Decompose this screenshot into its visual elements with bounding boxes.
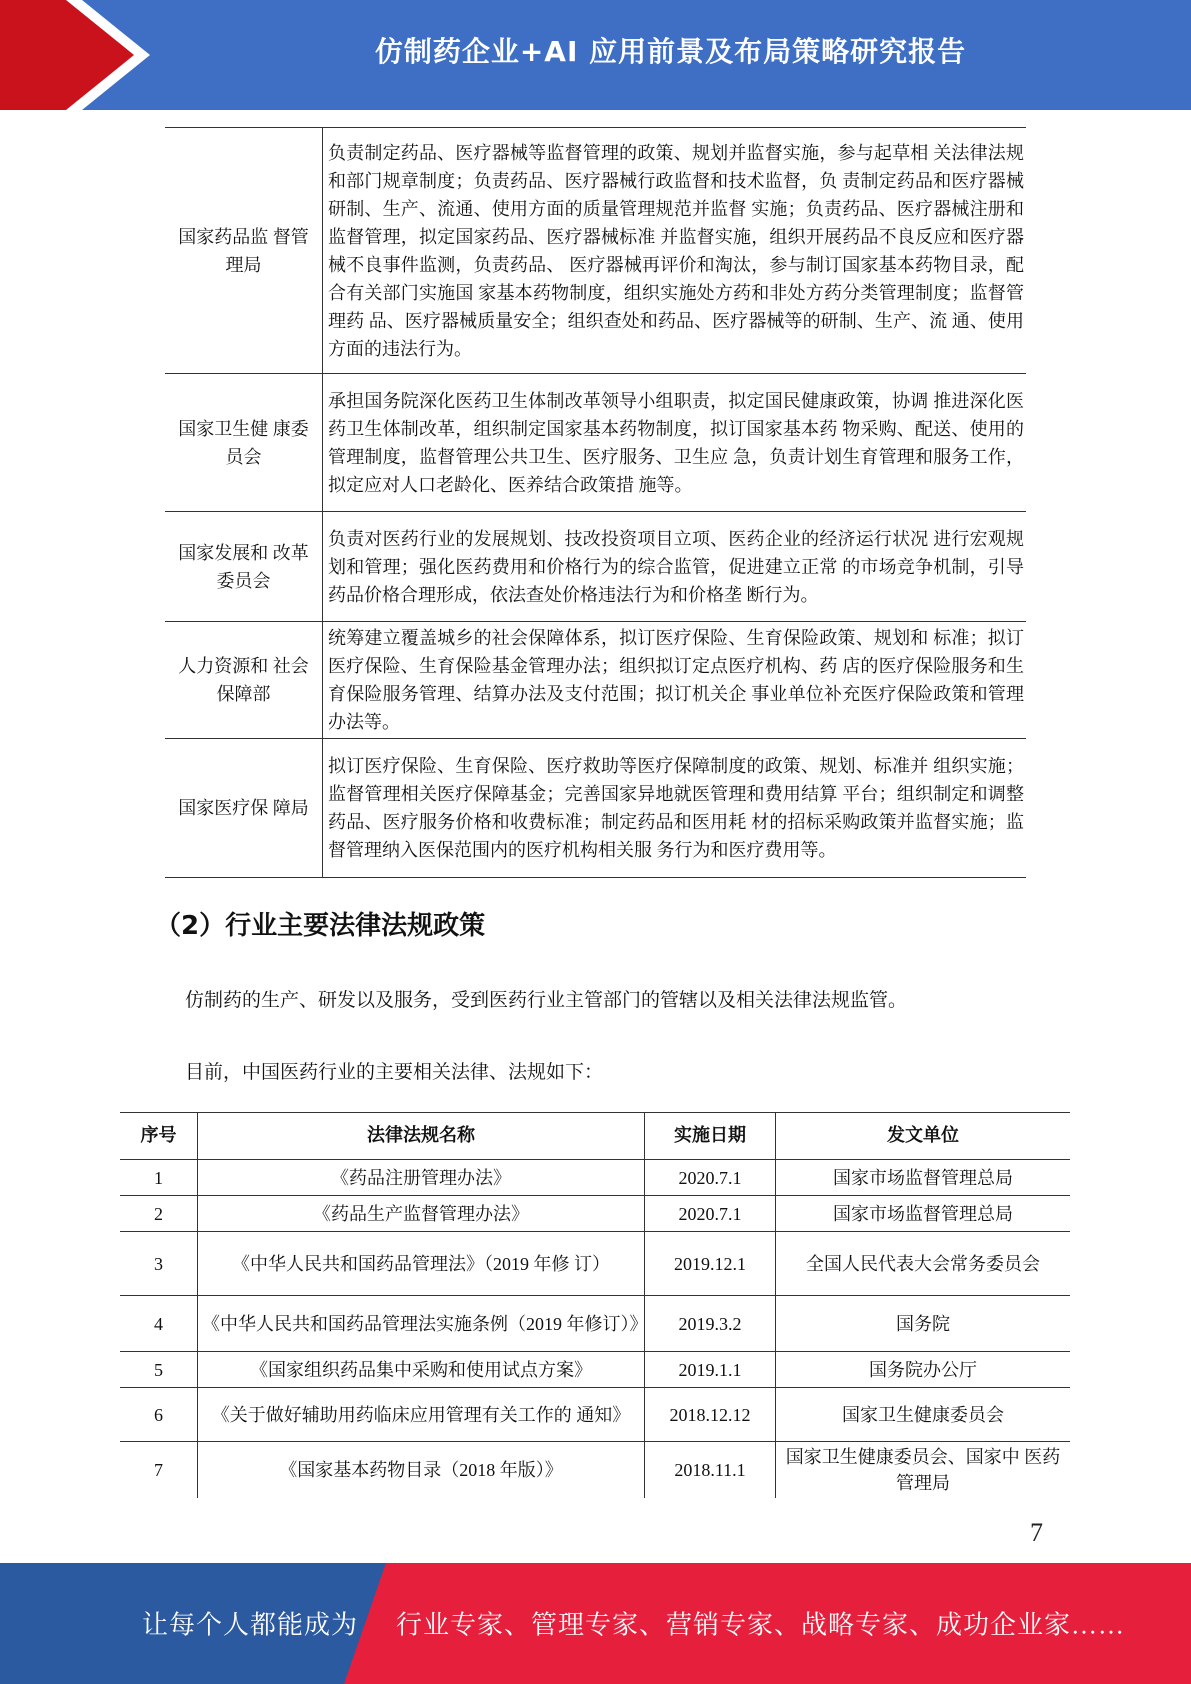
section-heading: （2）行业主要法律法规政策 — [155, 911, 486, 941]
footer-slogan-right: 行业专家、管理专家、营销专家、战略专家、成功企业家…… — [396, 1610, 1126, 1640]
cell-number: 1 — [120, 1160, 198, 1196]
table-header-row — [120, 1113, 1070, 1160]
table-row — [165, 512, 1026, 622]
cell-issuer: 国家市场监督管理总局 — [776, 1196, 1071, 1232]
cell-issuer: 国家市场监督管理总局 — [776, 1160, 1071, 1196]
table-row — [120, 1442, 1070, 1499]
agency-name: 人力资源和 社会保障部 — [178, 656, 309, 704]
table-row — [165, 739, 1026, 878]
cell-issuer: 国家卫生健康委员会 — [776, 1388, 1071, 1442]
column-header-number: 序号 — [120, 1113, 198, 1160]
cell-issuer: 全国人民代表大会常务委员会 — [776, 1232, 1071, 1296]
agency-duties: 负责对医药行业的发展规划、技改投资项目立项、医药企业的经济运行状况 进行宏观规划和管理；强化医药费用和价格行为的综合监管，促进建立正常 的市场竞争机制，引导药品价格合理形成，依法查处价格违法行为和价格垄 断行为。 — [323, 512, 1027, 622]
cell-issuer: 国家卫生健康委员会、国家中 医药管理局 — [776, 1442, 1071, 1499]
agency-duties: 承担国务院深化医药卫生体制改革领导小组职责，拟定国民健康政策，协调 推进深化医药卫生体制改革，组织制定国家基本药物制度，拟订国家基本药 物采购、配送、使用的管理制度，监督管理公共卫生、医疗服务、卫生应 急，负责计划生育管理和服务工作，拟定应对人口老龄化、医养结合政策措 施等。 — [323, 374, 1027, 512]
table-row — [120, 1352, 1070, 1388]
cell-number: 3 — [120, 1232, 198, 1296]
cell-name: 《药品生产监督管理办法》 — [198, 1196, 645, 1232]
cell-name: 《关于做好辅助用药临床应用管理有关工作的 通知》 — [198, 1388, 645, 1442]
column-header-issuer: 发文单位 — [776, 1113, 1071, 1160]
table-row — [165, 622, 1026, 739]
law-table — [120, 1112, 1070, 1498]
table-row — [120, 1160, 1070, 1196]
table-row — [120, 1388, 1070, 1442]
cell-number: 6 — [120, 1388, 198, 1442]
agency-name: 国家卫生健 康委员会 — [178, 418, 309, 467]
cell-issuer: 国务院 — [776, 1296, 1071, 1352]
cell-date: 2019.1.1 — [645, 1352, 776, 1388]
cell-date: 2019.12.1 — [645, 1232, 776, 1296]
agency-name: 国家发展和 改革委员会 — [178, 542, 309, 591]
table-row — [120, 1296, 1070, 1352]
header-chevron-arrow — [0, 0, 150, 110]
cell-number: 2 — [120, 1196, 198, 1232]
body-paragraph: 仿制药的生产、研发以及服务，受到医药行业主管部门的管辖以及相关法律法规监管。 — [185, 990, 908, 1011]
column-header-name: 法律法规名称 — [198, 1113, 645, 1160]
table-row — [120, 1232, 1070, 1296]
report-title: 仿制药企业+AI 应用前景及布局策略研究报告 — [374, 35, 967, 68]
footer-slogan-left: 让每个人都能成为 — [142, 1610, 359, 1640]
cell-name: 《中华人民共和国药品管理法实施条例（2019 年修订）》 — [198, 1296, 645, 1352]
cell-name: 《国家组织药品集中采购和使用试点方案》 — [198, 1352, 645, 1388]
agency-duties: 统筹建立覆盖城乡的社会保障体系，拟订医疗保险、生育保险政策、规划和 标准；拟订医疗保险、生育保险基金管理办法；组织拟订定点医疗机构、药 店的医疗保险服务和生育保险服务管理、结算办法及支付范围；拟订机关企 事业单位补充医疗保险政策和管理办法等。 — [323, 622, 1027, 739]
table-row — [165, 374, 1026, 512]
cell-name: 《中华人民共和国药品管理法》（2019 年修 订） — [198, 1232, 645, 1296]
body-paragraph: 目前，中国医药行业的主要相关法律、法规如下： — [185, 1062, 604, 1083]
table-row — [165, 128, 1026, 374]
cell-date: 2018.12.12 — [645, 1388, 776, 1442]
page-header — [0, 0, 1191, 110]
cell-date: 2019.3.2 — [645, 1296, 776, 1352]
table-row — [120, 1196, 1070, 1232]
agency-duties: 拟订医疗保险、生育保险、医疗救助等医疗保障制度的政策、规划、标准并 组织实施；监督管理相关医疗保障基金；完善国家异地就医管理和费用结算 平台；组织制定和调整药品、医疗服务价格和收费标准；制定药品和医用耗 材的招标采购政策并监督实施；监督管理纳入医保范围内的医疗机构相关服 务行为和医疗费用等。 — [323, 739, 1027, 878]
column-header-date: 实施日期 — [645, 1113, 776, 1160]
page-footer — [0, 1563, 1191, 1684]
cell-name: 《国家基本药物目录（2018 年版）》 — [198, 1442, 645, 1499]
agency-duties: 负责制定药品、医疗器械等监督管理的政策、规划并监督实施，参与起草相 关法律法规和部门规章制度；负责药品、医疗器械行政监督和技术监督，负 责制定药品和医疗器械研制、生产、流通、使用方面的质量管理规范并监督 实施；负责药品、医疗器械注册和监督管理，拟定国家药品、医疗器械标准 并监督实施，组织开展药品不良反应和医疗器械不良事件监测，负责药品、 医疗器械再评价和淘汰，参与制订国家基本药物目录，配合有关部门实施国 家基本药物制度，组织实施处方药和非处方药分类管理制度；监督管理药 品、医疗器械质量安全；组织查处和药品、医疗器械等的研制、生产、流 通、使用方面的违法行为。 — [323, 128, 1027, 374]
cell-number: 5 — [120, 1352, 198, 1388]
agency-table — [165, 127, 1026, 878]
cell-number: 4 — [120, 1296, 198, 1352]
agency-name: 国家药品监 督管理局 — [178, 226, 309, 275]
cell-issuer: 国务院办公厅 — [776, 1352, 1071, 1388]
cell-number: 7 — [154, 1460, 163, 1480]
page-number: 7 — [1030, 1518, 1043, 1547]
cell-date: 2020.7.1 — [645, 1160, 776, 1196]
agency-name: 国家医疗保 障局 — [178, 798, 309, 818]
cell-date: 2020.7.1 — [645, 1196, 776, 1232]
cell-date: 2018.11.1 — [645, 1442, 776, 1499]
cell-name: 《药品注册管理办法》 — [198, 1160, 645, 1196]
